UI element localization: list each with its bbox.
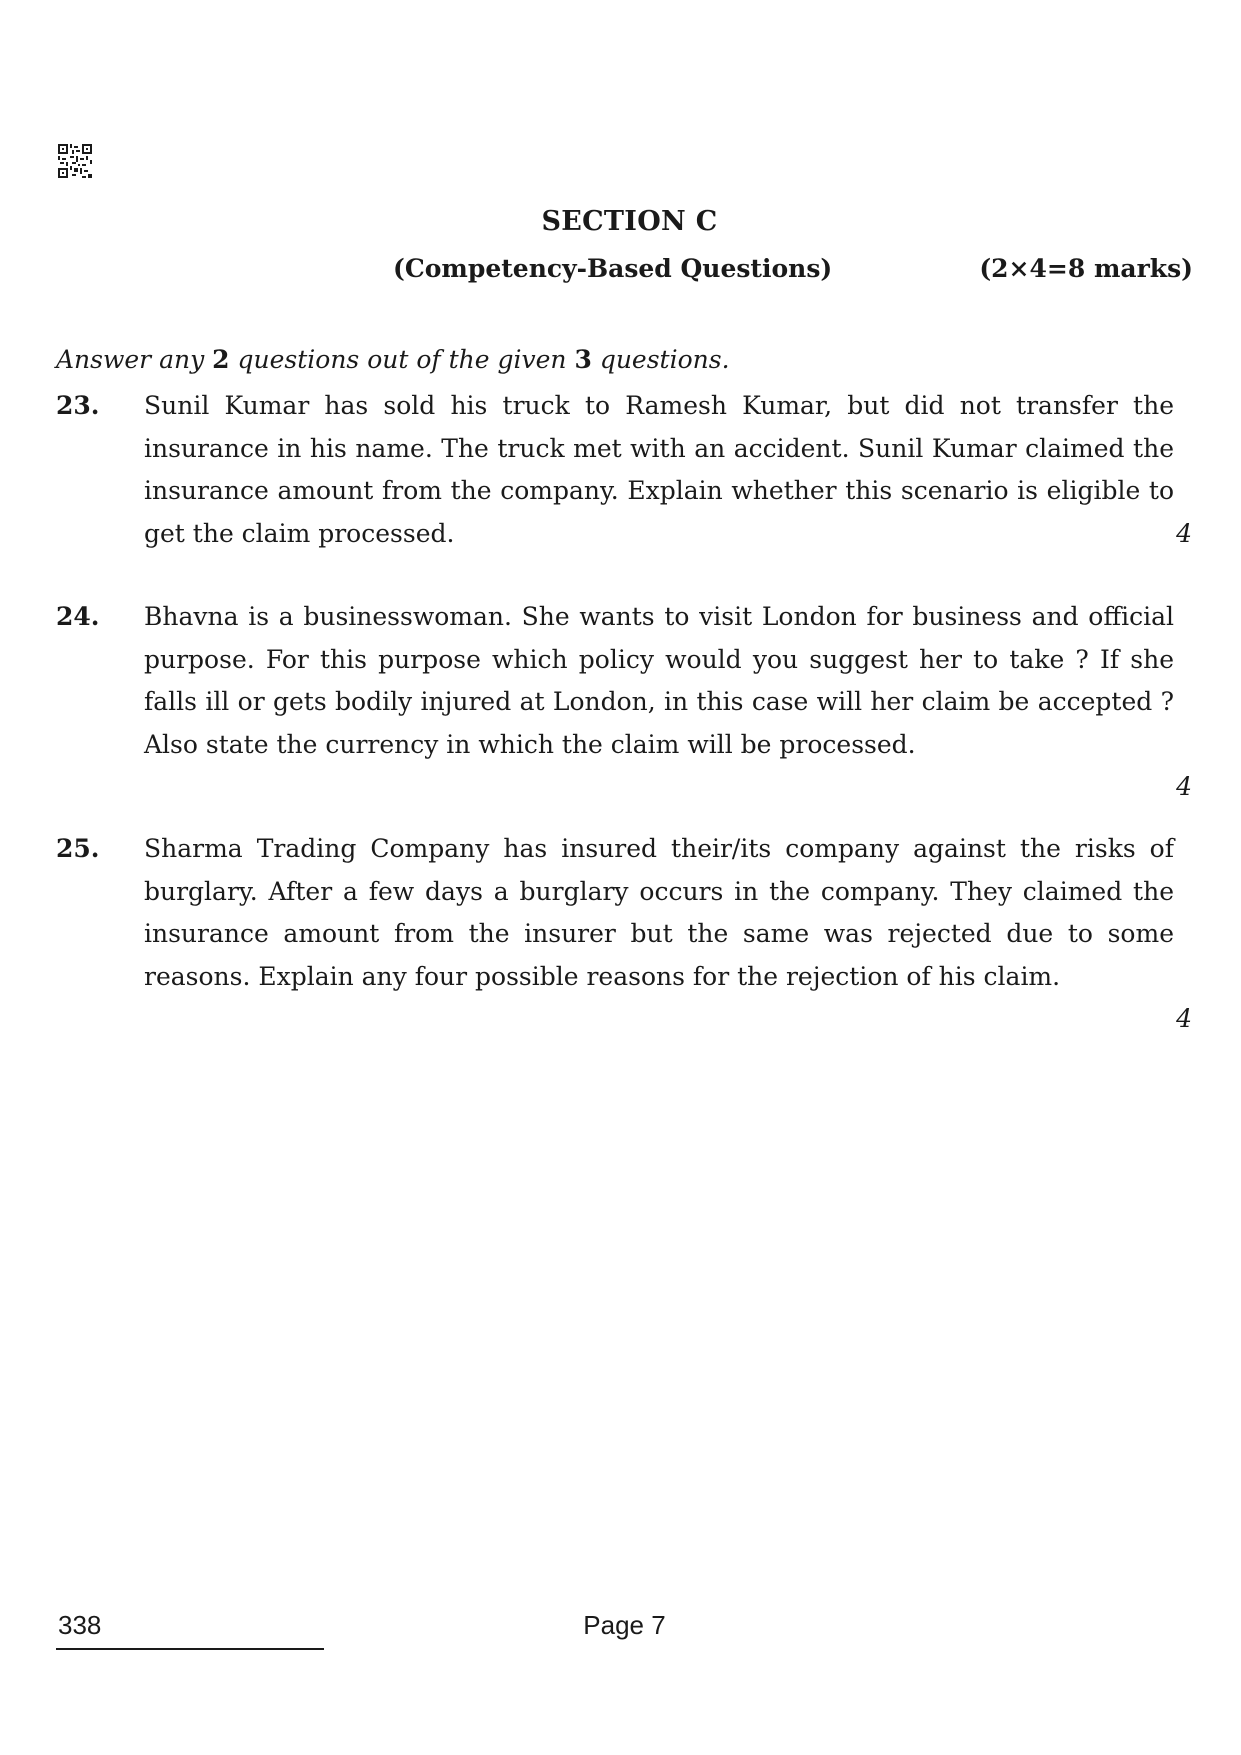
instruction — [56, 345, 730, 374]
section-subtitle: (Competency-Based Questions) — [393, 254, 833, 283]
section-title: SECTION C — [541, 206, 718, 237]
instruction-total-count: 3 — [574, 345, 592, 374]
question-number: 25. — [56, 834, 100, 863]
question-marks: 4 — [1176, 772, 1192, 801]
question-text: Bhavna is a businesswoman. She wants to visit London for business and official purpose. For this purpose which policy would you suggest her to take ? If she falls ill or gets bodily injured at London, in this case will her claim be accepted ? Also state the currency in which the claim will be processed. — [144, 602, 1174, 759]
instruction-suffix: questions. — [591, 345, 730, 374]
instruction-prefix: Answer any — [56, 345, 213, 374]
question-number: 23. — [56, 391, 100, 420]
paper-code: 338 — [58, 1610, 102, 1640]
section-marks: (2×4=8 marks) — [979, 254, 1193, 283]
instruction-middle: questions out of the given — [229, 345, 575, 374]
instruction-answer-count: 2 — [212, 345, 230, 374]
question-marks: 4 — [1176, 1004, 1192, 1033]
footer-divider — [56, 1648, 324, 1650]
question-text: Sharma Trading Company has insured their/its company against the risks of burglary. After a few days a burglary occurs in the company. They claimed the insurance amount from the insurer but the same was rejected due to some reasons. Explain any four possible reasons for the rejection of his claim. — [144, 834, 1174, 991]
question-number: 24. — [56, 602, 100, 631]
question-text: Sunil Kumar has sold his truck to Ramesh Kumar, but did not transfer the insurance in his name. The truck met with an accident. Sunil Kumar claimed the insurance amount from the company. Explain whether this scenario is eligible to get the claim processed. — [144, 391, 1174, 548]
page-number: Page 7 — [583, 1610, 666, 1640]
qr-code-icon — [58, 144, 92, 178]
question-marks: 4 — [1176, 518, 1192, 548]
